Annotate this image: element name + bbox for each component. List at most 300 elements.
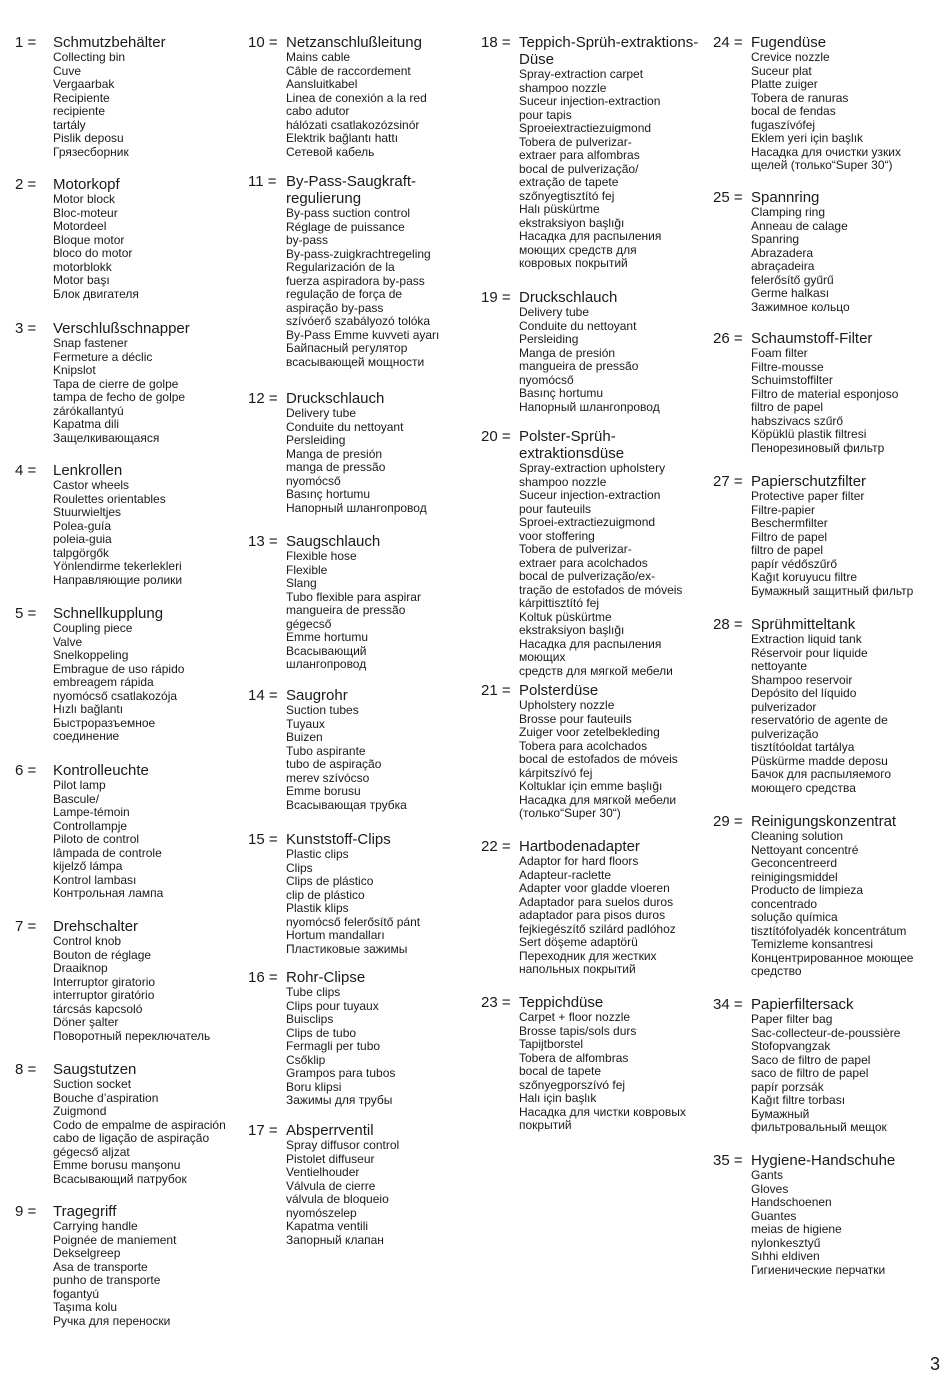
translation-line: Filtre-papier [751, 502, 816, 517]
translation-line: nylonkesztyű [751, 1235, 821, 1250]
translation-line: aspiração by-pass [286, 300, 384, 315]
translation-line: моющих средств для [519, 242, 637, 257]
translation-line: Lampe-témoin [53, 805, 130, 819]
translation-line: Collecting bin [53, 50, 126, 64]
translation-line: Réservoir pour liquide [751, 645, 868, 660]
entry-heading: Motorkopf [53, 176, 120, 193]
translation-line: Байпасный регулятор [286, 341, 408, 355]
translation-line: válvula de bloqueio [286, 1192, 389, 1206]
entry-heading: Druckschlauch [519, 289, 618, 306]
entry [15, 320, 243, 445]
translation-line: Upholstery nozzle [519, 698, 615, 712]
entry [713, 330, 941, 455]
translation-line: merev szívócso [286, 770, 370, 785]
translation-line: Plastic clips [286, 847, 349, 861]
translation-line: Extraction liquid tank [751, 632, 862, 646]
translation-line: Emme borusu [286, 784, 361, 798]
translation-line: Asa de transporte [53, 1259, 148, 1274]
translation-line: tisztítóoldat tartálya [751, 740, 855, 754]
translation-line: Flexible [286, 562, 328, 577]
translation-line: Abrazadera [751, 245, 814, 260]
entry-heading: Saugstutzen [53, 1061, 137, 1078]
translation-line: Tapijtborstel [519, 1037, 584, 1051]
translation-line: Всасывающий [286, 643, 367, 658]
translation-line: Концентрированное моющее [751, 950, 914, 965]
entry-heading: Schmutzbehälter [53, 34, 166, 51]
translation-line: clip de plástico [286, 887, 365, 902]
translation-line: Ventielhouder [286, 1165, 360, 1179]
translation-line: Зажимное кольцо [751, 299, 850, 314]
translation-line: Spanring [751, 232, 800, 246]
entry [713, 1152, 941, 1277]
translation-line: Suction tubes [286, 703, 359, 717]
translation-line: bocal de pulverização/ex- [519, 569, 656, 583]
entry-number: 12 = [248, 390, 278, 407]
translation-line: Kağıt filtre torbası [751, 1093, 846, 1107]
translation-line: Piloto de control [53, 832, 140, 846]
translation-line: extraer para acolchados [519, 555, 648, 570]
translation-line: Clips de tubo [286, 1025, 357, 1040]
entry-number: 28 = [713, 616, 743, 633]
translation-line: Zuiger voor zetelbekleding [519, 725, 660, 739]
entry [248, 1122, 476, 1247]
translation-line: Boru klipsi [286, 1079, 342, 1094]
entry-number: 8 = [15, 1061, 37, 1078]
translation-line: Draaiknop [53, 961, 108, 975]
translation-line: соединение [53, 729, 120, 743]
entry-body [286, 390, 476, 515]
entry-heading: Polsterdüse [519, 682, 599, 699]
translation-line: Nettoyant concentré [751, 842, 859, 857]
entry-body [519, 289, 709, 414]
translation-line: Vergaarbak [53, 77, 115, 91]
translation-line: Producto de limpieza [751, 883, 864, 897]
translation-line: nyomócső csatlakozója [53, 688, 178, 703]
translation-line: Buizen [286, 730, 323, 744]
translation-line: Clips [286, 860, 313, 875]
translation-line: Направляющие ролики [53, 572, 183, 587]
entry-body [751, 34, 941, 173]
entry-heading: Teppichdüse [519, 994, 604, 1011]
translation-line: tisztítófolyadék koncentrátum [751, 923, 907, 938]
translation-line: покрытий [519, 1118, 572, 1132]
translation-line: Plastik klips [286, 901, 349, 915]
entry-body [286, 687, 476, 812]
translation-line: Control knob [53, 934, 122, 948]
translation-line: средство [751, 964, 802, 978]
translation-line: shampoo nozzle [519, 474, 607, 489]
entry-number: 26 = [713, 330, 743, 347]
entry [481, 994, 709, 1133]
translation-line: напольных покрытий [519, 962, 636, 976]
translation-line: nyomócső [519, 372, 574, 387]
entry-body [53, 34, 243, 159]
translation-line: pour fauteuils [519, 501, 592, 516]
translation-line: talpgörgők [53, 545, 110, 560]
translation-line: Conduite du nettoyant [286, 419, 404, 434]
translation-line: Бачок для распыляемого [751, 767, 891, 781]
translation-line: Filtro de material esponjoso [751, 386, 899, 401]
translation-line: Regularización de la [286, 260, 395, 274]
translation-line: Hortum mandalları [286, 928, 385, 942]
translation-line: Tobera de alfombras [519, 1050, 629, 1065]
translation-line: Sproeiextractiezuigmond [519, 121, 652, 135]
translation-line: Stuurwieltjes [53, 505, 122, 519]
translation-line: By-pass-zuigkrachtregeling [286, 246, 431, 261]
entry-body [53, 176, 243, 301]
entry-body [286, 173, 476, 369]
translation-line: solução química [751, 910, 838, 924]
translation-line: Yönlendirme tekerlekleri [53, 559, 182, 573]
translation-line: Controllampje [53, 818, 128, 833]
translation-line: Gloves [751, 1181, 789, 1196]
translation-line: concentrado [751, 896, 818, 911]
translation-line: Насадка для распыления [519, 229, 662, 243]
translation-line: Ручка для переноски [53, 1313, 171, 1328]
translation-line: nyomócső felerősítő pánt [286, 914, 421, 929]
translation-line: tárcsás kapcsoló [53, 1001, 143, 1016]
entry [713, 813, 941, 979]
entry [481, 289, 709, 414]
translation-line: Всасывающая трубка [286, 797, 407, 812]
translation-line: Adapteur-raclette [519, 867, 612, 882]
entry-number: 18 = [481, 34, 511, 51]
translation-line: papír védőszűrő [751, 556, 838, 571]
translation-line: Clamping ring [751, 205, 826, 219]
translation-line: habszivacs szűrő [751, 413, 844, 428]
translation-line: Adaptor for hard floors [519, 854, 639, 868]
entry-heading: Kontrolleuchte [53, 762, 149, 779]
translation-line: Bloque motor [53, 232, 125, 247]
entry [15, 1061, 243, 1186]
entry-number: 27 = [713, 473, 743, 490]
translation-line: шлангопровод [286, 657, 367, 671]
translation-line: Kapatma dili [53, 417, 120, 431]
translation-line: Tobera de ranuras [751, 90, 849, 105]
translation-line: Tobera para acolchados [519, 738, 648, 753]
translation-line: reinigingsmiddel [751, 869, 838, 884]
translation-line: Sproei-extractiezuigmond [519, 515, 656, 529]
translation-line: Shampoo reservoir [751, 672, 853, 687]
entry [248, 831, 476, 956]
translation-line: Polea-guía [53, 518, 112, 533]
translation-line: reservatório de agente de [751, 713, 888, 727]
entry-heading: Hartbodenadapter [519, 838, 640, 855]
translation-line: tartály [53, 117, 86, 132]
translation-line: Bloc-moteur [53, 205, 118, 220]
translation-line: Stofopvangzak [751, 1039, 831, 1053]
translation-line: Zuigmond [53, 1104, 107, 1118]
entry-body [751, 616, 941, 795]
entry-number: 4 = [15, 462, 37, 479]
translation-line: ковровых покрытий [519, 256, 628, 270]
translation-line: Köpüklü plastik filtresi [751, 427, 867, 441]
translation-line: Elektrik bağlantı hattı [286, 131, 399, 145]
translation-line: tubo de aspiração [286, 757, 382, 771]
translation-line: Напорный шлангопровод [286, 500, 427, 515]
entry-heading: Teppich-Sprüh-extraktions-Düse [519, 34, 699, 68]
translation-line: By-Pass Emme kuvveti ayarı [286, 327, 440, 342]
translation-line: Adaptador para suelos duros [519, 894, 674, 909]
translation-line: Manga de presión [286, 446, 383, 461]
translation-line: extração de tapete [519, 175, 619, 189]
translation-line: Всасывающий патрубок [53, 1171, 187, 1186]
translation-line: ekstraksiyon başlığı [519, 623, 625, 637]
entry-heading: Hygiene-Handschuhe [751, 1152, 896, 1169]
translation-line: Emme hortumu [286, 630, 369, 644]
translation-line: Переходник для жестких [519, 948, 657, 963]
translation-line: punho de transporte [53, 1273, 161, 1287]
entry-heading: Verschlußschnapper [53, 320, 190, 337]
translation-line: Tube clips [286, 985, 341, 999]
entry-number: 2 = [15, 176, 37, 193]
translation-line: Защелкивающаяся [53, 430, 160, 445]
translation-line: Persleiding [286, 433, 346, 447]
translation-line: kijelző lámpa [53, 859, 123, 873]
translation-line: Sac-collecteur-de-poussière [751, 1025, 901, 1040]
translation-line: Suceur injection-extraction [519, 488, 661, 502]
translation-line: Embrague de uso rápido [53, 661, 185, 676]
translation-line: Быстроразъемное [53, 715, 156, 730]
entry-number: 5 = [15, 605, 37, 622]
entry-heading: Sprühmitteltank [751, 616, 856, 633]
entry-number: 7 = [15, 918, 37, 935]
entry-number: 11 = [248, 173, 277, 190]
entry-number: 15 = [248, 831, 278, 848]
translation-line: Persleiding [519, 332, 579, 346]
translation-line: bocal de estofados de móveis [519, 752, 678, 766]
entry-number: 13 = [248, 533, 278, 550]
translation-line: Motordeel [53, 219, 107, 233]
translation-line: Cleaning solution [751, 829, 844, 843]
entry-body [519, 682, 709, 821]
translation-line: Clips de plástico [286, 874, 374, 888]
translation-line: nyomócső [286, 473, 341, 488]
translation-line: pulverização [751, 726, 819, 741]
translation-line: saco de filtro de papel [751, 1066, 869, 1080]
entry [15, 462, 243, 587]
translation-line: Basınç hortumu [519, 386, 604, 400]
entry-body [751, 473, 941, 598]
entry [15, 918, 243, 1043]
translation-line: recipiente [53, 104, 106, 118]
translation-line: Tobera de pulverizar- [519, 134, 632, 149]
translation-line: моющего средства [751, 780, 856, 795]
entry [713, 616, 941, 795]
translation-line: pulverizador [751, 699, 817, 714]
entry-heading: Lenkrollen [53, 462, 123, 479]
translation-line: Spray diffusor control [286, 1138, 400, 1152]
translation-line: Spray-extraction carpet [519, 67, 644, 81]
entry-heading: Absperrventil [286, 1122, 374, 1139]
translation-line: Carpet + floor nozzle [519, 1010, 631, 1024]
translation-line: By-pass suction control [286, 206, 411, 220]
translation-line: by-pass [286, 233, 329, 247]
translation-line: poleia-guia [53, 532, 112, 546]
translation-line: Castor wheels [53, 478, 130, 492]
entry-number: 34 = [713, 996, 743, 1013]
entry-heading: Schnellkupplung [53, 605, 164, 622]
translation-line: Brosse pour fauteuils [519, 711, 632, 726]
translation-line: Bascule/ [53, 791, 100, 806]
entry-body [286, 969, 476, 1108]
translation-line: Linea de conexión a la red [286, 90, 427, 105]
translation-line: nyomószelep [286, 1205, 357, 1220]
translation-line: cabo de ligação de aspiração [53, 1131, 210, 1145]
translation-line: tampa de fecho de golpe [53, 390, 186, 404]
translation-line: Сетевой кабель [286, 144, 375, 159]
entry-body [751, 996, 941, 1135]
translation-line: Gants [751, 1168, 784, 1182]
translation-line: Válvula de cierre [286, 1178, 376, 1193]
translation-line: Напорный шлангопровод [519, 399, 660, 414]
entry-heading: Papierschutzfilter [751, 473, 867, 490]
translation-line: Delivery tube [519, 305, 590, 319]
entry-number: 16 = [248, 969, 278, 986]
translation-line: Tubo flexible para aspirar [286, 589, 421, 604]
translation-line: Pilot lamp [53, 778, 106, 792]
translation-line: bloco do motor [53, 246, 133, 260]
translation-line: Suction socket [53, 1077, 132, 1091]
translation-line: tração de estofados de móveis [519, 582, 683, 597]
translation-line: hálózati csatlakozózsinór [286, 117, 420, 132]
entry [481, 34, 709, 271]
translation-line: Грязесборник [53, 144, 129, 159]
translation-line: fugaszívófej [751, 117, 816, 132]
translation-line: Dekselgreep [53, 1246, 121, 1260]
translation-line: Tubo aspirante [286, 743, 366, 758]
entry-number: 20 = [481, 428, 511, 445]
entry-heading: Kunststoff-Clips [286, 831, 391, 848]
translation-line: Temizleme konsantresi [751, 937, 874, 951]
translation-line: abraçadeira [751, 259, 815, 273]
translation-line: Saco de filtro de papel [751, 1052, 871, 1067]
translation-line: Поворотный переключатель [53, 1028, 211, 1043]
entry-heading: Rohr-Clipse [286, 969, 366, 986]
translation-line: papír porzsák [751, 1079, 824, 1094]
entry [15, 34, 243, 159]
entry-body [519, 428, 709, 678]
entry [248, 390, 476, 515]
translation-line: Beschermfilter [751, 516, 828, 530]
translation-line: Fermagli per tubo [286, 1039, 381, 1053]
translation-line: cabo adutor [286, 104, 350, 118]
translation-line: Блок двигателя [53, 286, 139, 301]
translation-line: Geconcentreerd [751, 856, 838, 870]
translation-line: всасывающей мощности [286, 354, 425, 369]
entry-number: 1 = [15, 34, 37, 51]
entry-heading: Spannring [751, 189, 820, 206]
translation-line: motorblokk [53, 259, 112, 274]
translation-line: щелей (только“Super 30“) [751, 158, 893, 172]
entry-heading: Schaumstoff-Filter [751, 330, 873, 347]
translation-line: Filtre-mousse [751, 359, 824, 374]
translation-line: Tapa de cierre de golpe [53, 376, 179, 391]
translation-line: Motor block [53, 192, 116, 206]
translation-line: Motor başı [53, 273, 110, 287]
translation-line: Emme borusu manşonu [53, 1158, 181, 1172]
translation-line: Halı için başlık [519, 1091, 597, 1105]
translation-line: Насадка для чистки ковровых [519, 1104, 686, 1119]
translation-line: szőnyegporszívó fej [519, 1077, 626, 1092]
translation-line: Suceur injection-extraction [519, 94, 661, 108]
entry-number: 23 = [481, 994, 511, 1011]
translation-line: mangueira de pressão [286, 603, 406, 617]
entry [481, 682, 709, 821]
translation-line: meias de higiene [751, 1222, 842, 1236]
translation-line: Bouton de réglage [53, 947, 152, 962]
translation-line: embreagem rápida [53, 675, 154, 689]
translation-line: Tuyaux [286, 716, 325, 731]
translation-line: Spray-extraction upholstery [519, 461, 666, 475]
entry-number: 14 = [248, 687, 278, 704]
translation-line: mangueira de pressão [519, 359, 639, 373]
translation-line: Crevice nozzle [751, 50, 830, 64]
translation-line: Taşıma kolu [53, 1300, 118, 1314]
translation-line: Гигиенические перчатки [751, 1262, 886, 1277]
translation-line: Tobera de pulverizar- [519, 542, 632, 556]
translation-line: pour tapis [519, 107, 572, 122]
entry-heading: Druckschlauch [286, 390, 385, 407]
translation-line: nettoyante [751, 659, 808, 673]
translation-line: Насадка для мягкой мебели [519, 792, 677, 807]
translation-line: Sert döşeme adaptörü [519, 935, 638, 949]
translation-line: Carrying handle [53, 1219, 138, 1233]
translation-line: Paper filter bag [751, 1012, 833, 1026]
translation-line: Basınç hortumu [286, 487, 371, 501]
entry-body [751, 1152, 941, 1277]
entry [248, 34, 476, 159]
translation-line: Poignée de maniement [53, 1232, 177, 1247]
translation-line: Guantes [751, 1208, 797, 1223]
entry [15, 605, 243, 744]
translation-line: lâmpada de controle [53, 845, 162, 860]
entry-number: 9 = [15, 1203, 37, 1220]
entry-body [53, 605, 243, 744]
entry [248, 173, 476, 369]
translation-line: Protective paper filter [751, 489, 865, 503]
translation-line: Пластиковые зажимы [286, 941, 408, 956]
entry-number: 24 = [713, 34, 743, 51]
translation-line: Насадка для распыления моющих [519, 636, 662, 664]
entry-number: 22 = [481, 838, 511, 855]
entry-number: 3 = [15, 320, 37, 337]
translation-line: Pislik deposu [53, 131, 124, 145]
entry-body [751, 330, 941, 455]
translation-line: Handschoenen [751, 1195, 832, 1209]
translation-line: Clips pour tuyaux [286, 998, 379, 1013]
translation-line: Kağıt koruyucu filtre [751, 570, 858, 584]
entry [713, 189, 941, 314]
entry-body [286, 1122, 476, 1247]
entry-body [519, 838, 709, 977]
entry-number: 25 = [713, 189, 743, 206]
translation-line: Câble de raccordement [286, 63, 411, 78]
translation-line: средств для мягкой мебели [519, 663, 673, 678]
translation-line: interruptor giratório [53, 988, 155, 1002]
entry-body [286, 34, 476, 159]
translation-line: ekstraksiyon başlığı [519, 215, 625, 230]
translation-line: Réglage de puissance [286, 219, 405, 234]
translation-line: kárpittisztító fej [519, 596, 600, 610]
translation-line: Зажимы для трубы [286, 1093, 393, 1107]
translation-line: adaptador para pisos duros [519, 908, 666, 922]
translation-line: zárókallantyú [53, 403, 124, 418]
entry-number: 29 = [713, 813, 743, 830]
entry [15, 1203, 243, 1328]
entry-heading: Fugendüse [751, 34, 827, 51]
translation-line: Brosse tapis/sols durs [519, 1023, 637, 1038]
